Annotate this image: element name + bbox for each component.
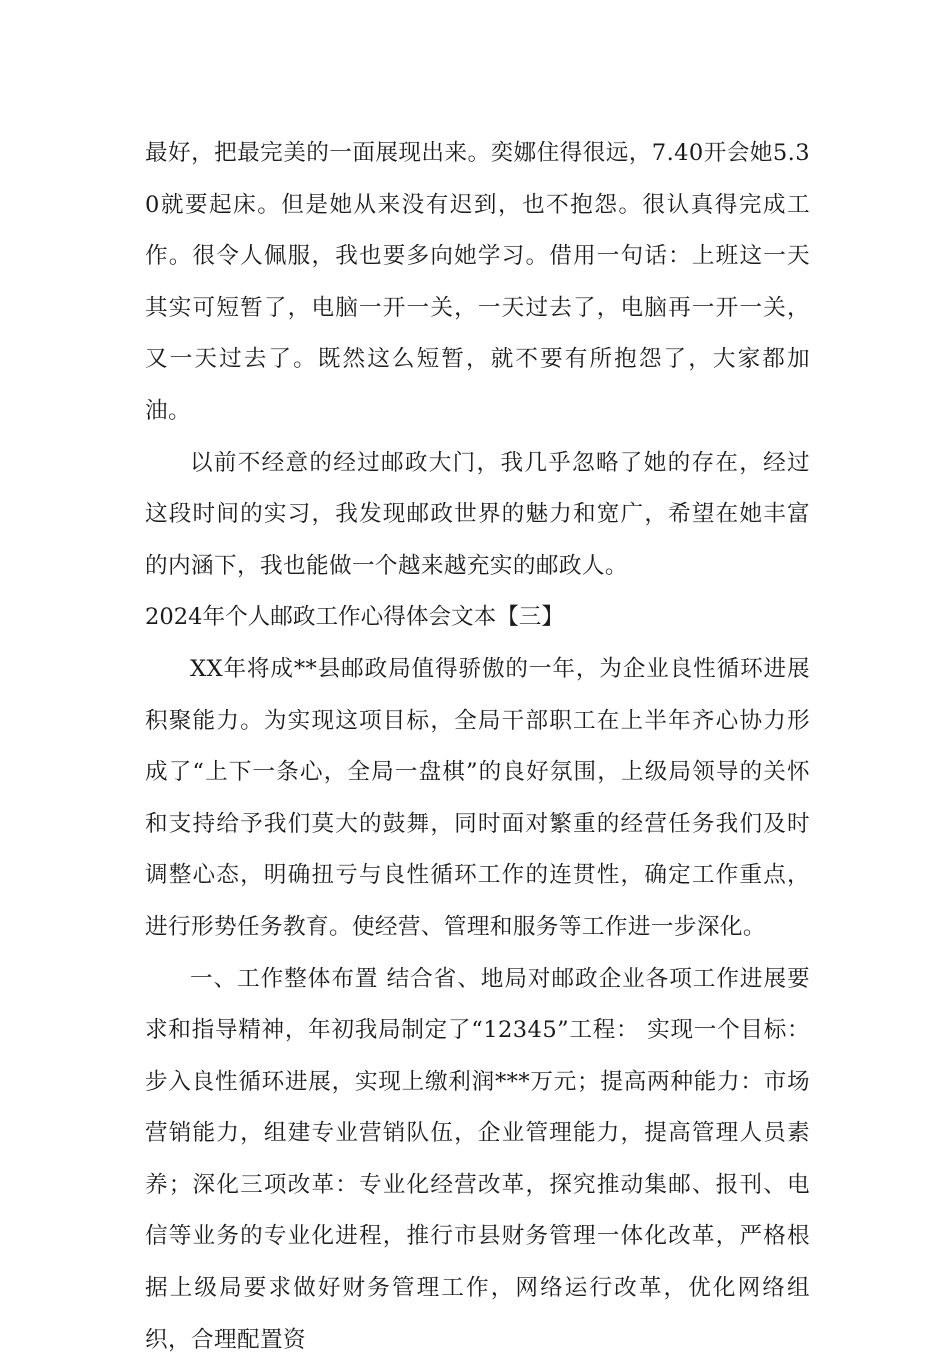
paragraph-internship-reflection: 以前不经意的经过邮政大门，我几乎忽略了她的存在，经过这段时间的实习，我发现邮政世界的魅力和宽广，希望在她丰富的内涵下，我也能做一个越来越充实的邮政人。 xyxy=(145,438,810,593)
paragraph-annual-goal: XX年将成**县邮政局值得骄傲的一年，为企业良性循环进展积聚能力。为实现这项目标，全局干部职工在上半年齐心协力形成了“上下一条心，全局一盘棋”的良好氛围，上级局领导的关怀和支持给予我们莫大的鼓舞，同时面对繁重的经营任务我们及时调整心态，明确扭亏与良性循环工作的连贯性，确定工作重点，进行形势任务教育。使经营、管理和服务等工作进一步深化。 xyxy=(145,644,810,954)
paragraph-continuation: 最好，把最完美的一面展现出来。奕娜住得很远，7.40开会她5.30就要起床。但是她从来没有迟到，也不抱怨。很认真得完成工作。很令人佩服，我也要多向她学习。借用一句话：上班这一天其实可短暂了，电脑一开一关，一天过去了，电脑再一开一关，又一天过去了。既然这么短暂，就不要有所抱怨了，大家都加油。 xyxy=(145,128,810,438)
paragraph-work-arrangement: 一、工作整体布置 结合省、地局对邮政企业各项工作进展要求和指导精神，年初我局制定了“12345”工程： 实现一个目标：步入良性循环进展，实现上缴利润***万元；提高两种能力：市场营销能力，组建专业营销队伍，企业管理能力，提高管理人员素养；深化三项改革：专业化经营改革，探究推动集邮、报刊、电信等业务的专业化进程，推行市县财务管理一体化改革，严格根据上级局要求做好财务管理工作，网络运行改革，优化网络组织，合理配置资 xyxy=(145,954,810,1366)
section-heading: 2024年个人邮政工作心得体会文本【三】 xyxy=(145,592,810,644)
document-body xyxy=(145,128,810,1366)
